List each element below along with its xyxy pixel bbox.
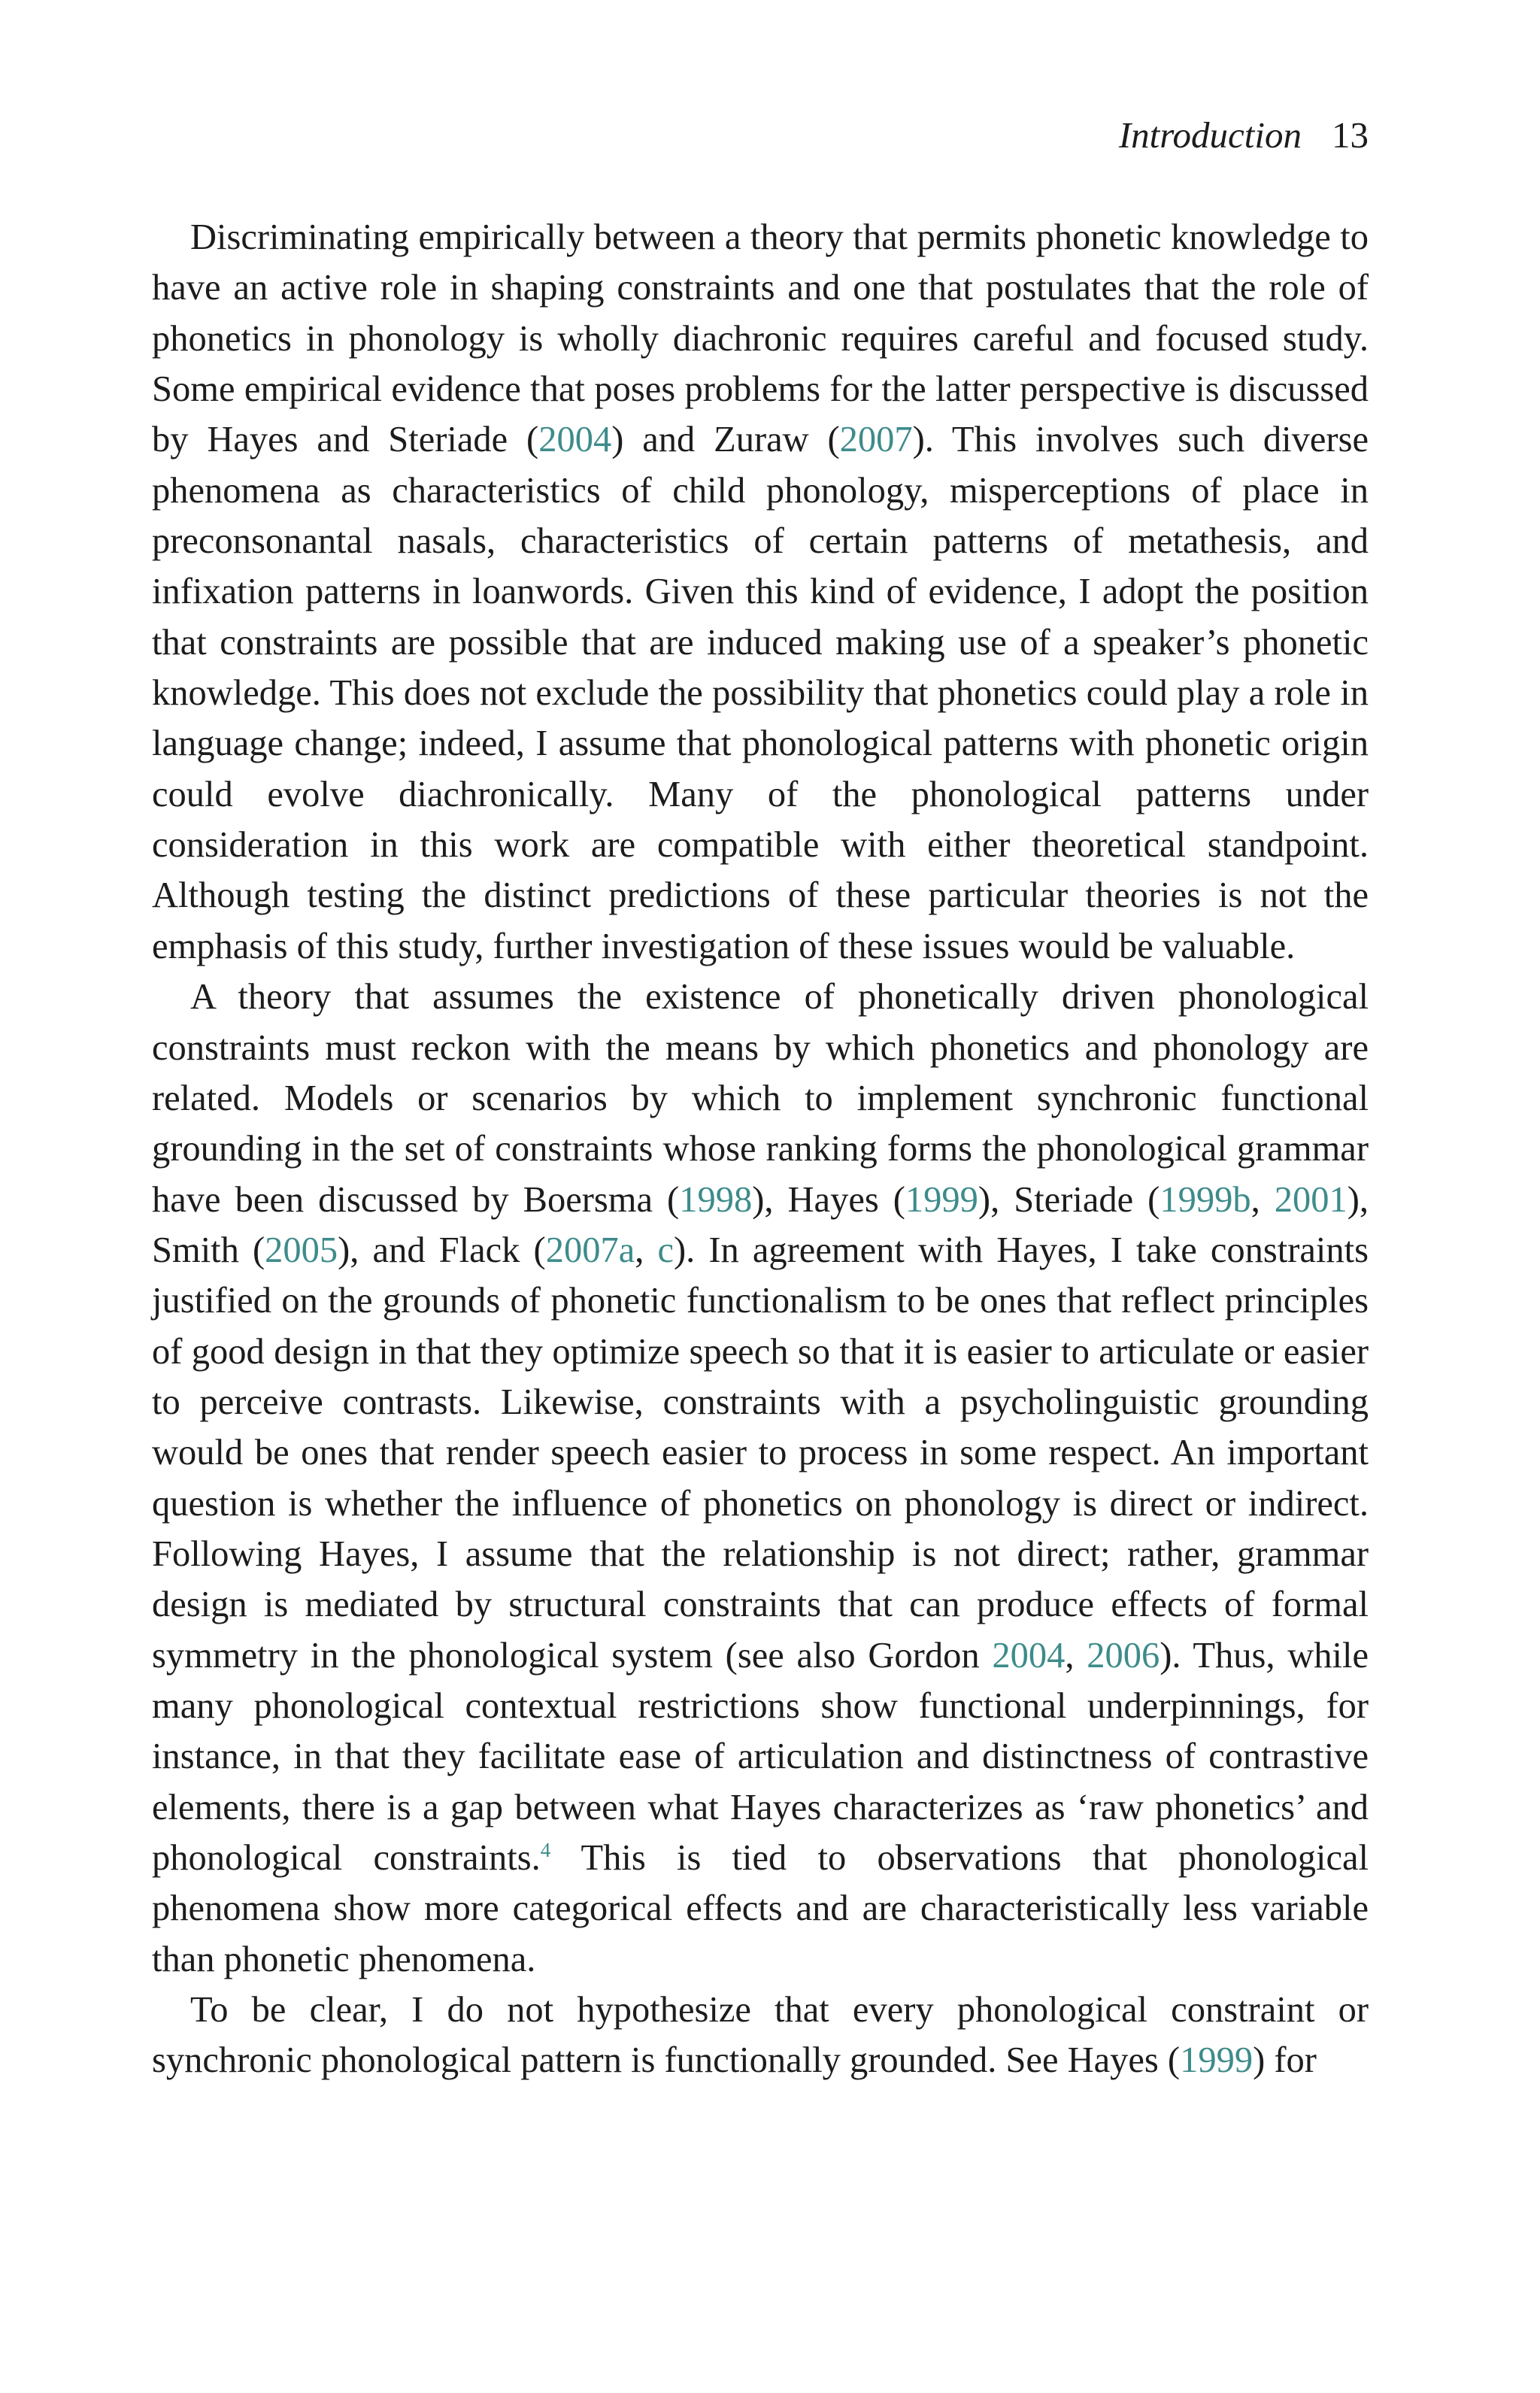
citation-link[interactable]: c — [657, 1230, 674, 1270]
paragraph — [152, 212, 1369, 972]
citation-link[interactable]: 1999 — [905, 1179, 978, 1220]
paragraph-text: ). This involves such diverse phenomena as characteristics of child phonology, misperceptions of place in preconsonantal nasals, characteristics of certain patterns of metathesis, and infixation patterns in loanwords. Given this kind of evidence, I adopt the position that constraints are possible that are induced making use of a speaker’s phonetic knowledge. This does not exclude the possibility that phonetics could play a role in language change; indeed, I assume that phonological patterns with phonetic origin could evolve diachronically. Many of the phonological patterns under consideration in this work are compatible with either theoretical standpoint. Although testing the distinct predictions of these particular theories is not the emphasis of this study, further investigation of these issues would be valuable. — [152, 420, 1369, 966]
paragraph-text: A theory that assumes the existence of phonetically driven phonological constraints must reckon with the means by which phonetics and phonology are related. Models or scenarios by which to implement synchronic functional grounding in the set of constraints whose ranking forms the phonological grammar have been discussed by Boersma ( — [152, 977, 1369, 1220]
paragraph-text: ) for — [1253, 2040, 1317, 2081]
citation-link[interactable]: 1998 — [679, 1179, 753, 1220]
paragraph-text: ) and Zuraw ( — [611, 420, 840, 460]
paragraph-text: ), Smith ( — [152, 1179, 1369, 1270]
citation-link[interactable]: 2001 — [1274, 1179, 1348, 1220]
body-text — [152, 212, 1369, 2086]
paragraph-text: ), and Flack ( — [338, 1230, 546, 1270]
paragraph-text: ). In agreement with Hayes, I take constraints justified on the grounds of phonetic functionalism to be ones that reflect principles of good design in that they optimize speech so that it is easier to articulate or easier to perceive contrasts. Likewise, constraints with a psycholinguistic grounding would be ones that render speech easier to process in some respect. An important question is whether the influence of phonetics on phonology is direct or indirect. Following Hayes, I assume that the relationship is not direct; rather, grammar design is mediated by structural constraints that can produce effects of formal symmetry in the phonological system (see also Gordon — [152, 1230, 1369, 1676]
paragraph-text: , — [1250, 1179, 1275, 1220]
citation-link[interactable]: 2005 — [265, 1230, 338, 1270]
paragraph-text: This is tied to observations that phonological phenomena show more categorical effects and are characteristically less variable than phonetic phenomena. — [152, 1838, 1369, 1979]
citation-link[interactable]: 2004 — [992, 1635, 1066, 1676]
running-head-title: Introduction — [1118, 114, 1302, 156]
page-number: 13 — [1332, 114, 1369, 156]
citation-link[interactable]: 2006 — [1087, 1635, 1160, 1676]
citation-link[interactable]: 1999b — [1160, 1179, 1251, 1220]
citation-link[interactable]: 2007a — [545, 1230, 635, 1270]
paragraph — [152, 972, 1369, 1985]
citation-link[interactable]: 2007 — [839, 420, 913, 460]
paragraph — [152, 1985, 1369, 2086]
paragraph-text: , — [1065, 1635, 1087, 1676]
paragraph-text: ). Thus, while many phonological contextual restrictions show functional underpinnings, for instance, in that they facilitate ease of articulation and distinctness of contrastive elements, there is a gap between what Hayes characterizes as ‘raw phonetics’ and phonological constraints. — [152, 1635, 1369, 1878]
paragraph-text: ), Steriade ( — [978, 1179, 1160, 1220]
citation-link[interactable]: 2004 — [538, 420, 612, 460]
paragraph-text: , — [635, 1230, 658, 1270]
paragraph-text: ), Hayes ( — [752, 1179, 905, 1220]
citation-link[interactable]: 1999 — [1180, 2040, 1254, 2081]
running-head — [1119, 113, 1369, 158]
footnote-reference[interactable]: 4 — [540, 1838, 551, 1861]
paragraph-text: Discriminating empirically between a theory that permits phonetic knowledge to have an active role in shaping constraints and one that postulates that the role of phonetics in phonology is wholly diachronic requires careful and focused study. Some empirical evidence that poses problems for the latter perspective is discussed by Hayes and Steriade ( — [152, 217, 1369, 460]
paragraph-text: To be clear, I do not hypothesize that every phonological constraint or synchronic phonological pattern is functionally grounded. See Hayes ( — [152, 1990, 1369, 2081]
